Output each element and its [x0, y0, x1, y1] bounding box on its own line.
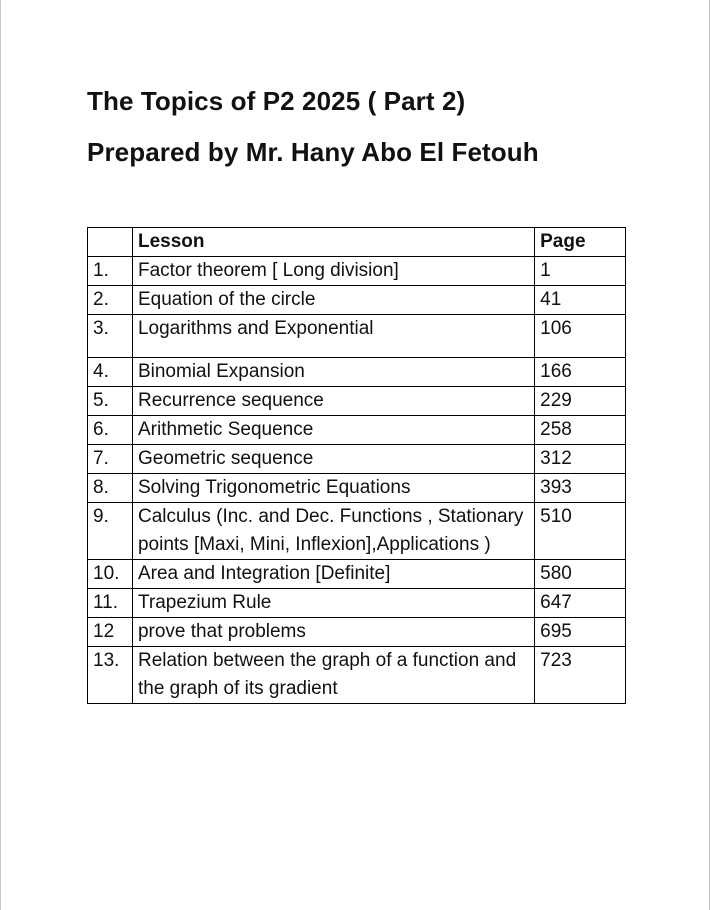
row-page: 580	[535, 560, 626, 589]
row-number: 7.	[88, 445, 133, 474]
table-row	[88, 503, 626, 560]
row-page: 393	[535, 474, 626, 503]
row-number: 2.	[88, 286, 133, 315]
row-page: 229	[535, 387, 626, 416]
row-lesson: Binomial Expansion	[132, 358, 534, 387]
row-number: 1.	[88, 257, 133, 286]
row-number: 6.	[88, 416, 133, 445]
table-row	[88, 257, 626, 286]
row-number: 11.	[88, 589, 133, 618]
row-page: 166	[535, 358, 626, 387]
table-row	[88, 618, 626, 647]
row-page: 647	[535, 589, 626, 618]
row-number: 5.	[88, 387, 133, 416]
table-row	[88, 315, 626, 358]
row-lesson: Solving Trigonometric Equations	[132, 474, 534, 503]
table-row	[88, 358, 626, 387]
row-page: 695	[535, 618, 626, 647]
row-number: 12	[88, 618, 133, 647]
row-number: 3.	[88, 315, 133, 358]
row-lesson: Geometric sequence	[132, 445, 534, 474]
row-lesson: Relation between the graph of a function and the graph of its gradient	[132, 647, 534, 704]
table-row	[88, 387, 626, 416]
row-lesson: Factor theorem [ Long division]	[132, 257, 534, 286]
table-row	[88, 416, 626, 445]
row-number: 4.	[88, 358, 133, 387]
row-page: 312	[535, 445, 626, 474]
row-lesson: Equation of the circle	[132, 286, 534, 315]
row-lesson: Arithmetic Sequence	[132, 416, 534, 445]
topics-table	[87, 227, 626, 704]
row-number: 10.	[88, 560, 133, 589]
row-page: 723	[535, 647, 626, 704]
header-page: Page	[535, 228, 626, 257]
row-lesson: Area and Integration [Definite]	[132, 560, 534, 589]
row-page: 41	[535, 286, 626, 315]
row-page: 1	[535, 257, 626, 286]
row-lesson: Logarithms and Exponential	[132, 315, 534, 358]
document-author-line: Prepared by Mr. Hany Abo El Fetouh	[87, 137, 539, 167]
row-lesson: Trapezium Rule	[132, 589, 534, 618]
row-page: 106	[535, 315, 626, 358]
row-lesson: prove that problems	[132, 618, 534, 647]
row-number: 13.	[88, 647, 133, 704]
table-row	[88, 560, 626, 589]
table-row	[88, 589, 626, 618]
header-number	[88, 228, 133, 257]
table-row	[88, 647, 626, 704]
row-lesson: Recurrence sequence	[132, 387, 534, 416]
row-lesson: Calculus (Inc. and Dec. Functions , Stationary points [Maxi, Mini, Inflexion],Applications )	[132, 503, 534, 560]
row-page: 258	[535, 416, 626, 445]
header-lesson: Lesson	[132, 228, 534, 257]
row-page: 510	[535, 503, 626, 560]
table-row	[88, 445, 626, 474]
document-title: The Topics of P2 2025 ( Part 2)	[87, 86, 466, 116]
table-row	[88, 286, 626, 315]
row-number: 8.	[88, 474, 133, 503]
row-number: 9.	[88, 503, 133, 560]
table-header-row	[88, 228, 626, 257]
table-row	[88, 474, 626, 503]
